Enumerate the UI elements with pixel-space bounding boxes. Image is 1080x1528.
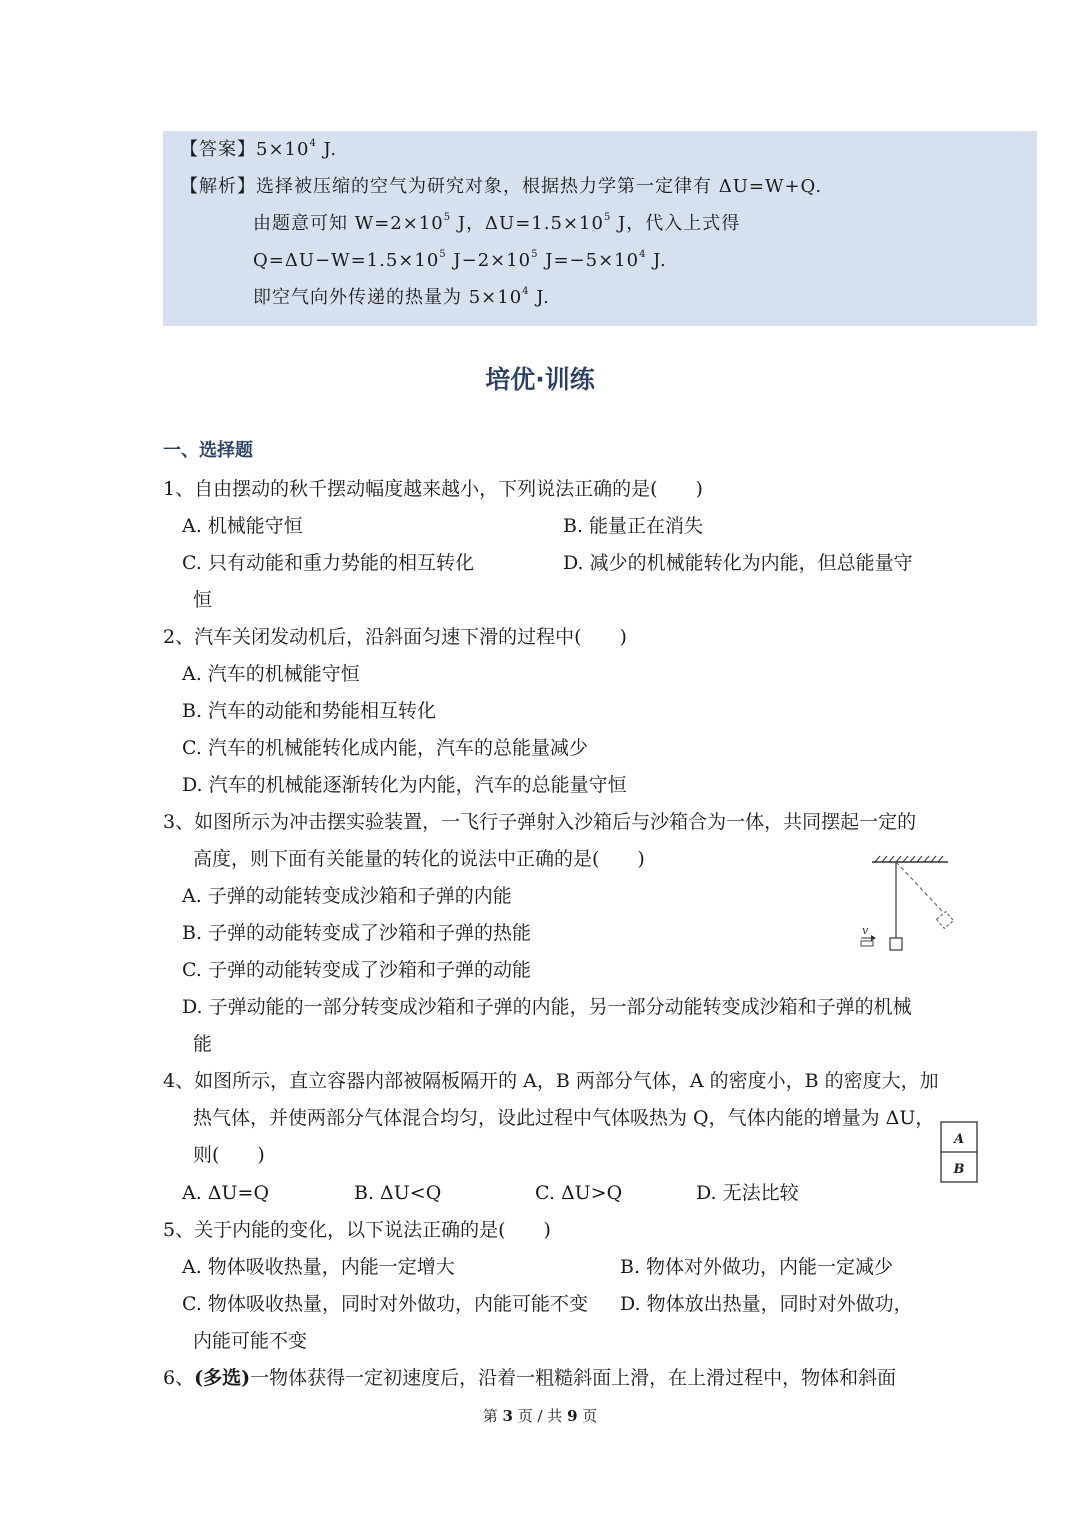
container-label-b: B — [953, 1162, 965, 1177]
q6-number: 6、 — [163, 1367, 195, 1389]
answer-box — [163, 131, 1037, 326]
q5-option-c: C. 物体吸收热量，同时对外做功，内能可能不变 — [182, 1293, 588, 1315]
q4-option-d: D. 无法比较 — [696, 1182, 799, 1204]
q5-option-a: A. 物体吸收热量，内能一定增大 — [182, 1256, 455, 1278]
footer-middle: 页 / 共 — [512, 1407, 568, 1425]
analysis-exp-3b: 5 — [531, 249, 539, 260]
q6-multiple-choice-tag: (多选) — [194, 1367, 251, 1389]
analysis-text-4a: 即空气向外传递的热量为 5×10 — [253, 287, 523, 308]
answer-value: 5×10 — [256, 139, 310, 160]
q4-stem-line-3: 则( ) — [193, 1144, 265, 1166]
q3-option-c: C. 子弹的动能转变成了沙箱和子弹的动能 — [182, 959, 531, 981]
q4-option-c: C. ΔU>Q — [535, 1182, 623, 1204]
section-title: 培优·训练 — [485, 365, 595, 394]
velocity-label: v — [862, 924, 869, 937]
q1-option-d: D. 减少的机械能转化为内能，但总能量守 — [563, 552, 913, 574]
q2-option-c: C. 汽车的机械能转化成内能，汽车的总能量减少 — [182, 737, 588, 759]
q6-stem — [163, 1366, 896, 1390]
analysis-text-2a: 由题意可知 W=2×10 — [253, 213, 444, 234]
q5-option-b: B. 物体对外做功，内能一定减少 — [620, 1256, 894, 1278]
analysis-exp-4: 4 — [522, 286, 530, 297]
container-figure — [940, 1121, 978, 1183]
analysis-text-3a: Q=ΔU−W=1.5×10 — [253, 250, 440, 271]
analysis-text-3b: J−2×10 — [446, 250, 532, 271]
q3-option-d: D. 子弹动能的一部分转变成沙箱和子弹的内能，另一部分动能转变成沙箱和子弹的机械 — [182, 996, 912, 1018]
footer-suffix: 页 — [577, 1407, 598, 1425]
page-total: 9 — [567, 1407, 578, 1425]
q1-stem: 1、自由摆动的秋千摆动幅度越来越小，下列说法正确的是( ) — [163, 478, 703, 500]
analysis-exp-3c: 4 — [639, 249, 647, 260]
analysis-line-1 — [180, 175, 822, 199]
part-title: 一、选择题 — [163, 440, 253, 461]
q1-option-d-continued: 恒 — [193, 589, 213, 611]
analysis-text-2c: J，代入上式得 — [611, 213, 741, 234]
page-footer — [0, 1406, 1080, 1426]
answer-label: 【答案】 — [180, 139, 256, 160]
analysis-label: 【解析】 — [180, 176, 256, 197]
analysis-text-3c: J=−5×10 — [538, 250, 640, 271]
analysis-line-3 — [253, 249, 667, 273]
q3-stem-line-2: 高度，则下面有关能量的转化的说法中正确的是( ) — [193, 848, 645, 870]
analysis-line-4 — [253, 286, 550, 310]
q1-option-a: A. 机械能守恒 — [182, 515, 303, 537]
q4-stem-line-2: 热气体，并使两部分气体混合均匀，设此过程中气体吸热为 Q，气体内能的增量为 ΔU， — [193, 1107, 935, 1129]
answer-line — [180, 138, 337, 162]
q2-option-d: D. 汽车的机械能逐渐转化为内能，汽车的总能量守恒 — [182, 774, 627, 796]
q4-stem-line-1: 4、如图所示，直立容器内部被隔板隔开的 A，B 两部分气体，A 的密度小，B 的密度大，加 — [163, 1070, 939, 1092]
q5-option-d-continued: 内能可能不变 — [193, 1330, 308, 1352]
q6-stem-text: 一物体获得一定初速度后，沿着一粗糙斜面上滑，在上滑过程中，物体和斜面 — [250, 1367, 897, 1389]
page-number: 3 — [502, 1407, 513, 1425]
q4-option-b: B. ΔU<Q — [354, 1182, 442, 1204]
analysis-exp-3a: 5 — [439, 249, 447, 260]
analysis-text-4b: J. — [529, 287, 550, 308]
ballistic-pendulum-figure — [855, 850, 955, 960]
footer-prefix: 第 — [482, 1407, 503, 1425]
answer-exponent: 4 — [309, 138, 317, 149]
q2-option-a: A. 汽车的机械能守恒 — [182, 663, 360, 685]
q2-option-b: B. 汽车的动能和势能相互转化 — [182, 700, 437, 722]
q3-stem-line-1: 3、如图所示为冲击摆实验装置，一飞行子弹射入沙箱后与沙箱合为一体，共同摆起一定的 — [163, 811, 917, 833]
q1-option-b: B. 能量正在消失 — [563, 515, 704, 537]
container-label-a: A — [953, 1132, 965, 1147]
q3-option-d-continued: 能 — [193, 1033, 213, 1055]
q5-option-d: D. 物体放出热量，同时对外做功， — [620, 1293, 913, 1315]
analysis-text-1: 选择被压缩的空气为研究对象，根据热力学第一定律有 ΔU=W+Q. — [256, 176, 823, 197]
q2-stem: 2、汽车关闭发动机后，沿斜面匀速下滑的过程中( ) — [163, 626, 627, 648]
answer-unit: J. — [316, 139, 338, 160]
analysis-exp-2a: 5 — [443, 212, 452, 223]
q4-option-a: A. ΔU=Q — [182, 1182, 270, 1204]
q5-stem: 5、关于内能的变化，以下说法正确的是( ) — [163, 1219, 551, 1241]
analysis-line-2 — [253, 212, 740, 236]
q3-option-b: B. 子弹的动能转变成了沙箱和子弹的热能 — [182, 922, 532, 944]
q1-option-c: C. 只有动能和重力势能的相互转化 — [182, 552, 474, 574]
q3-option-a: A. 子弹的动能转变成沙箱和子弹的内能 — [182, 885, 512, 907]
analysis-text-2b: J，ΔU=1.5×10 — [451, 213, 604, 234]
analysis-exp-2b: 5 — [603, 212, 612, 223]
analysis-text-3d: J. — [646, 250, 667, 271]
